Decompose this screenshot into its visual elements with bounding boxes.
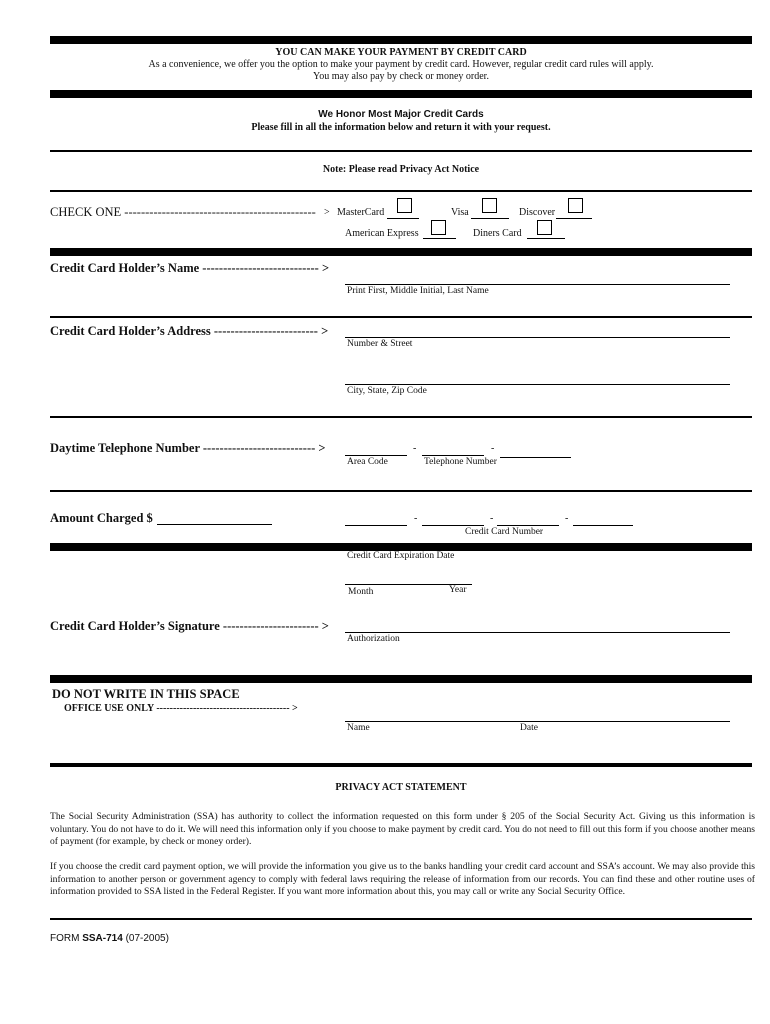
city-state-zip-field[interactable] xyxy=(345,384,730,385)
signature-label: Credit Card Holder’s Signature ----------------------- > xyxy=(50,619,329,633)
header-line1: As a convenience, we offer you the option to make your payment by credit card. However, regular credit card rules will apply. xyxy=(148,59,654,70)
address-divider xyxy=(50,416,752,418)
office-date-caption: Date xyxy=(520,723,538,733)
signature-field[interactable] xyxy=(345,632,730,633)
privacy-title: PRIVACY ACT STATEMENT xyxy=(335,782,467,793)
discover-checkbox[interactable] xyxy=(568,198,583,213)
holder-name-caption: Print First, Middle Initial, Last Name xyxy=(347,286,489,296)
street-caption: Number & Street xyxy=(347,339,413,349)
diners-label: Diners Card xyxy=(473,228,522,239)
card-dash-2: - xyxy=(490,513,494,524)
month-caption: Month xyxy=(348,587,374,597)
holder-name-field[interactable] xyxy=(345,284,730,285)
mastercard-label: MasterCard xyxy=(337,207,385,218)
phone-line-field[interactable] xyxy=(500,457,571,458)
card-number-field-2[interactable] xyxy=(422,525,484,526)
header-divider xyxy=(50,90,752,98)
header-title: YOU CAN MAKE YOUR PAYMENT BY CREDIT CARD xyxy=(275,47,527,58)
honor-divider xyxy=(50,150,752,152)
holder-address-label: Credit Card Holder’s Address ------------------------- > xyxy=(50,324,329,338)
phone-divider xyxy=(50,490,752,492)
amex-label: American Express xyxy=(345,228,419,239)
area-code-caption: Area Code xyxy=(347,457,388,467)
card-number-field-1[interactable] xyxy=(345,525,407,526)
header-line2: You may also pay by check or money order. xyxy=(313,71,489,82)
amount-divider xyxy=(50,543,752,551)
honor-title: We Honor Most Major Credit Cards xyxy=(318,109,484,120)
expiration-caption: Credit Card Expiration Date xyxy=(347,551,455,561)
visa-label: Visa xyxy=(451,207,469,218)
office-subtitle: OFFICE USE ONLY ---------------------------------------- > xyxy=(64,703,298,714)
card-number-caption: Credit Card Number xyxy=(465,527,544,537)
name-divider xyxy=(50,316,752,318)
holder-name-label: Credit Card Holder’s Name ---------------------------- > xyxy=(50,261,330,275)
telephone-number-caption: Telephone Number xyxy=(424,457,497,467)
card-dash-3: - xyxy=(565,513,569,524)
office-title: DO NOT WRITE IN THIS SPACE xyxy=(52,687,240,701)
check-divider xyxy=(50,248,752,256)
office-divider xyxy=(50,763,752,767)
visa-checkbox[interactable] xyxy=(482,198,497,213)
privacy-paragraph-2: If you choose the credit card payment option, we will provide the information you give us to the banks handling your credit card account and SSA’s account. We may also provide this information to another person or government agency to comply with federal laws requiring the release of information from our records. You can find these and other routine uses of information provided to SSA listed in the Federal Register. If you want more information about this, you may call or write any Social Security Office. xyxy=(50,861,755,897)
office-name-caption: Name xyxy=(347,723,370,733)
check-one-arrow: > xyxy=(324,207,330,218)
card-number-field-3[interactable] xyxy=(497,525,559,526)
signature-divider xyxy=(50,675,752,683)
area-code-field[interactable] xyxy=(345,455,407,456)
phone-dash-2: - xyxy=(491,443,495,454)
office-field xyxy=(345,721,730,722)
check-one-label: CHECK ONE ---------------------------------------------- xyxy=(50,205,316,219)
amex-checkbox[interactable] xyxy=(431,220,446,235)
mastercard-checkbox[interactable] xyxy=(397,198,412,213)
privacy-note: Note: Please read Privacy Act Notice xyxy=(322,164,480,175)
street-field[interactable] xyxy=(345,337,730,338)
note-divider xyxy=(50,190,752,192)
top-divider xyxy=(50,36,752,44)
discover-label: Discover xyxy=(519,207,556,218)
amount-charged-field[interactable] xyxy=(157,524,272,525)
phone-prefix-field[interactable] xyxy=(422,455,484,456)
authorization-caption: Authorization xyxy=(347,634,400,644)
form-prefix: FORM xyxy=(50,933,83,944)
honor-subtitle: Please fill in all the information below and return it with your request. xyxy=(251,122,551,133)
diners-checkbox[interactable] xyxy=(537,220,552,235)
city-state-zip-caption: City, State, Zip Code xyxy=(347,386,427,396)
form-id: SSA-714 xyxy=(82,933,123,944)
form-footer xyxy=(50,933,169,944)
privacy-divider xyxy=(50,918,752,920)
telephone-label: Daytime Telephone Number --------------------------- > xyxy=(50,441,326,455)
privacy-paragraph-1: The Social Security Administration (SSA) has authority to collect the information requested on this form under § 205 of the Social Security Act. Giving us this information is voluntary. You do not have to do it. We will need this information only if you choose to make payment by credit card. You do not need to fill out this form if you choose another means of payment (for example, by check or money order). xyxy=(50,811,755,847)
form-date: (07-2005) xyxy=(122,933,169,944)
phone-dash-1: - xyxy=(413,443,417,454)
card-number-field-4[interactable] xyxy=(573,525,633,526)
card-dash-1: - xyxy=(414,513,418,524)
year-caption: Year xyxy=(449,585,467,595)
amount-charged-label: Amount Charged $ xyxy=(50,511,153,525)
